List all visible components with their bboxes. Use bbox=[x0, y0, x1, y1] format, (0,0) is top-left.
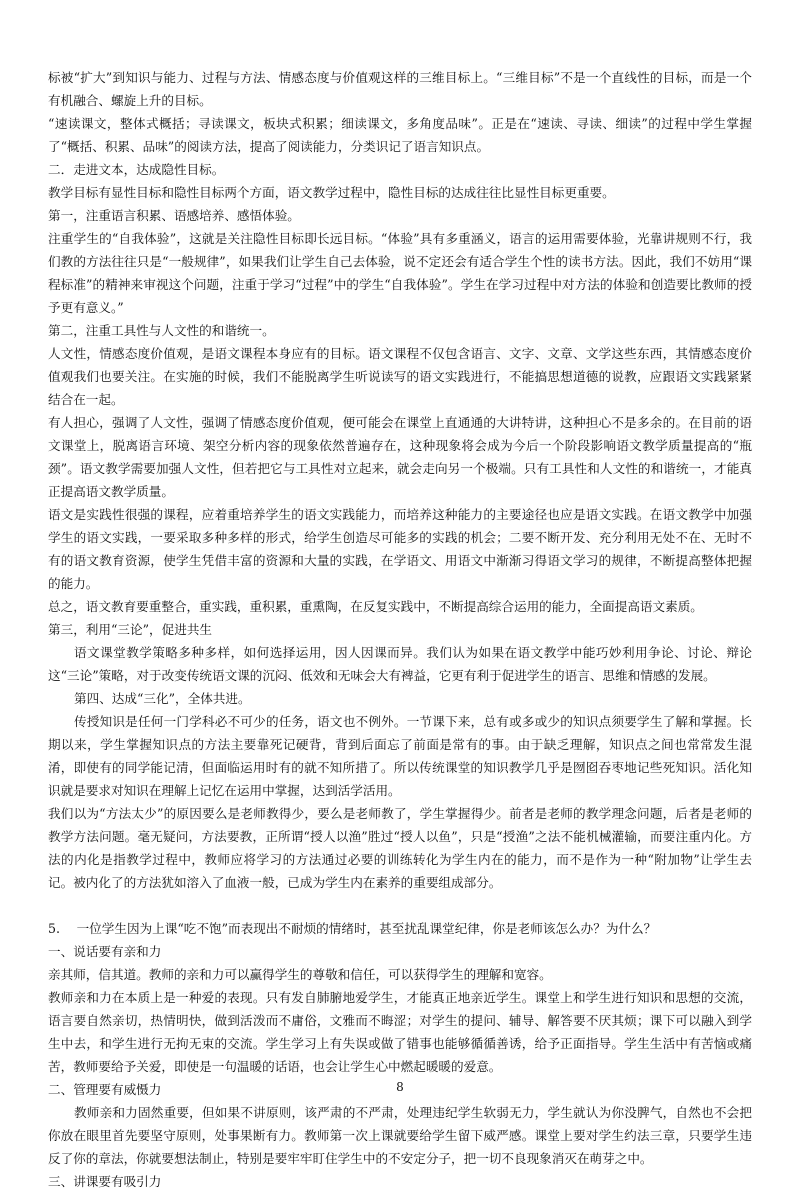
paragraph: 第一，注重语言积累、语感培养、感悟体验。 bbox=[48, 208, 300, 223]
paragraph: 标被“扩大”到知识与能力、过程与方法、情感态度与价值观这样的三维目标上。“三维目标”不是一个直线性的目标，而是一个有机融合、螺旋上升的目标。 bbox=[48, 70, 752, 108]
paragraph: 5. 一位学生因为上课“吃不饱”而表现出不耐烦的情绪时，甚至扰乱课堂纪律，你是老师该怎么办？为什么？ bbox=[48, 921, 657, 936]
paragraph: 教学目标有显性目标和隐性目标两个方面，语文教学过程中，隐性目标的达成往往比显性目标更重要。 bbox=[48, 185, 615, 200]
paragraph: 语文课堂教学策略多种多样，如何选择运用，因人因课而异。我们认为如果在语文教学中能巧妙利用争论、讨论、辩论这“三论”策略，对于改变传统语文课的沉闷、低效和无味会大有裨益，它更有利于促进学生的语言、思维和情感的发展。 bbox=[48, 645, 752, 683]
paragraph: 第四、达成“三化”，全体共进。 bbox=[74, 691, 251, 706]
paragraph: 有人担心，强调了人文性，强调了情感态度价值观，便可能会在课堂上直通通的大讲特讲，这种担心不是多余的。在目前的语文课堂上，脱离语言环境、架空分析内容的现象依然普遍存在，这种现象将会成为今后一个阶段影响语文教学质量提高的“瓶颈”。语文教学需要加强人文性，但若把它与工具性对立起来，就会走向另一个极端。只有工具性和人文性的和谐统一，才能真正提高语文教学质量。 bbox=[48, 415, 752, 499]
paragraph: 二、管理要有威慑力 bbox=[48, 1082, 162, 1097]
paragraph: 教师亲和力固然重要，但如果不讲原则，该严肃的不严肃，处理违纪学生软弱无力，学生就认为你没脾气，自然也不会把你放在眼里首先要坚守原则，处事果断有力。教师第一次上课就要给学生留下威严感。课堂上要对学生约法三章，只要学生违反了你的章法，你就要想法制止，特别是要牢牢盯住学生中的不安定分子，把一切不良现象消灭在萌芽之中。 bbox=[48, 1105, 752, 1166]
paragraph: 传授知识是任何一门学科必不可少的任务，语文也不例外。一节课下来，总有或多或少的知识点须要学生了解和掌握。长期以来，学生掌握知识点的方法主要靠死记硬背，背到后面忘了前面是常有的事。由于缺乏理解，知识点之间也常常发生混淆，即使有的同学能记清，但面临运用时有的就不知所措了。所以传统课堂的知识教学几乎是囫囵吞枣地记些死知识。活化知识就是要求对知识在理解上记忆在运用中掌握，达到活学活用。 bbox=[48, 714, 752, 798]
document-body bbox=[48, 66, 752, 1193]
paragraph: 三、讲课要有吸引力 bbox=[48, 1174, 162, 1189]
paragraph: 教师亲和力在本质上是一种爱的表现。只有发自肺腑地爱学生，才能真正地亲近学生。课堂上和学生进行知识和思想的交流，语言要自然亲切，热情明快，做到活泼而不庸俗，文雅而不晦涩；对学生的提问、辅导、解答要不厌其烦；课下可以融入到学生中去，和学生进行无拘无束的交流。学生学习上有失误或做了错事也能够循循善诱，给予正面指导。学生生活中有苦恼或痛苦，教师要给予关爱，即使是一句温暖的话语，也会让学生心中燃起暖暖的爱意。 bbox=[48, 990, 752, 1074]
paragraph-spacer bbox=[48, 894, 752, 917]
paragraph: 二．走进文本，达成隐性目标。 bbox=[48, 162, 225, 177]
paragraph: 总之，语文教育要重整合，重实践，重积累，重熏陶，在反复实践中，不断提高综合运用的能力，全面提高语文素质。 bbox=[48, 599, 703, 614]
paragraph: 亲其师，信其道。教师的亲和力可以赢得学生的尊敬和信任，可以获得学生的理解和宽容。 bbox=[48, 967, 552, 982]
paragraph: 我们以为“方法太少”的原因要么是老师教得少，要么是老师教了，学生掌握得少。前者是老师的教学理念问题，后者是老师的教学方法问题。毫无疑问，方法要教，正所谓“授人以渔”胜过“授人以鱼”，只是“授渔”之法不能机械灌输，而要注重内化。方法的内化是指教学过程中，教师应将学习的方法通过必要的训练转化为学生内在的能力，而不是作为一种“附加物”让学生去记。被内化了的方法犹如溶入了血液一般，已成为学生内在素养的重要组成部分。 bbox=[48, 806, 752, 890]
paragraph: 第三，利用“三论”，促进共生 bbox=[48, 622, 213, 637]
page-number: 8 bbox=[396, 1080, 404, 1094]
paragraph: 第二，注重工具性与人文性的和谐统一。 bbox=[48, 323, 275, 338]
paragraph: 注重学生的“自我体验”，这就是关注隐性目标即长远目标。“体验”具有多重涵义，语言的运用需要体验，光靠讲规则不行，我们教的方法往往只是“一般规律”，如果我们让学生自己去体验，说不定还会有适合学生个性的读书方法。因此，我们不妨用“课程标准”的精神来审视这个问题，注重于学习“过程”中的学生“自我体验”。学生在学习过程中对方法的体验和创造要比教师的授予更有意义。” bbox=[48, 231, 752, 315]
paragraph: 一、说话要有亲和力 bbox=[48, 944, 162, 959]
paragraph: 人文性，情感态度价值观，是语文课程本身应有的目标。语文课程不仅包含语言、文字、文章、文学这些东西，其情感态度价值观我们也要关注。在实施的时候，我们不能脱离学生听说读写的语文实践进行，不能搞思想道德的说教，应跟语文实践紧紧结合在一起。 bbox=[48, 346, 752, 407]
paragraph: “速读课文，整体式概括；寻读课文，板块式积累；细读课文，多角度品味”。正是在“速读、寻读、细读”的过程中学生掌握了“概括、积累、品味”的阅读方法，提高了阅读能力，分类识记了语言知识点。 bbox=[48, 116, 752, 154]
paragraph: 语文是实践性很强的课程，应着重培养学生的语文实践能力，而培养这种能力的主要途径也应是语文实践。在语文教学中加强学生的语文实践，一要采取多种多样的形式，给学生创造尽可能多的实践的机会；二要不断开发、充分利用无处不在、无时不有的语文教育资源，使学生凭借丰富的资源和大量的实践，在学语文、用语文中渐渐习得语文学习的规律，不断提高整体把握的能力。 bbox=[48, 507, 752, 591]
